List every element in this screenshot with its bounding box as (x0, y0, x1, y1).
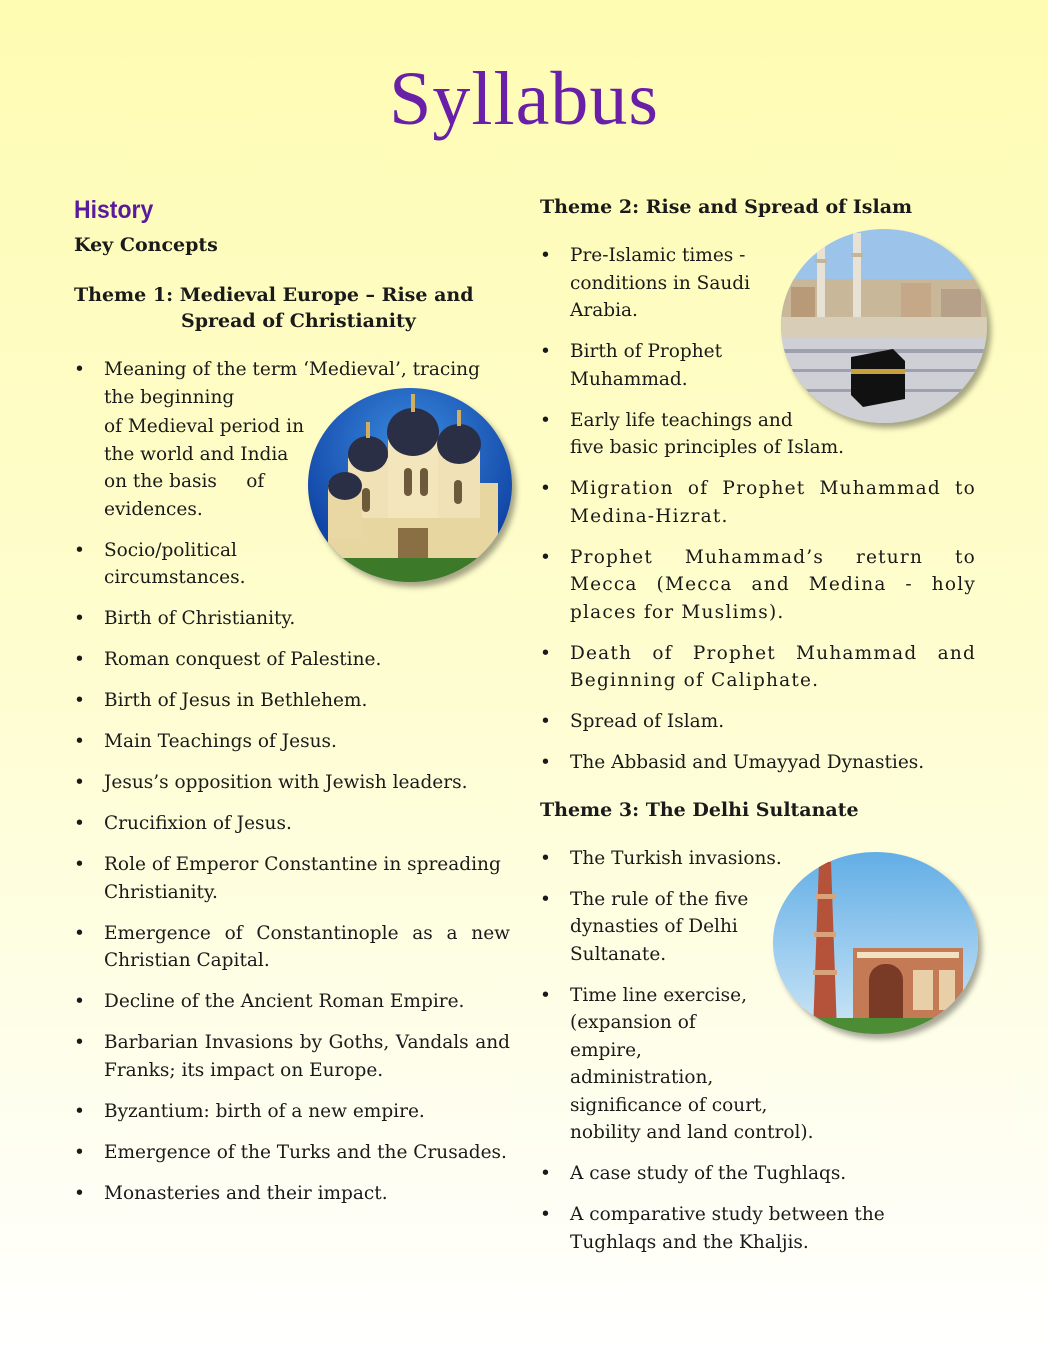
theme2-title: Theme 2: Rise and Spread of Islam (540, 196, 913, 218)
qutub-minar-photo (773, 852, 978, 1034)
list-item: • Emergence of the Turks and the Crusades. (74, 1139, 510, 1167)
list-item: • Monasteries and their impact. (74, 1180, 510, 1208)
list-item: • Pre-Islamic times - conditions in Saudi Arabia. (540, 242, 976, 325)
list-item: • Spread of Islam. (540, 708, 976, 736)
section-heading-history: History (74, 196, 154, 224)
list-item: • Decline of the Ancient Roman Empire. (74, 988, 510, 1016)
list-item: • Meaning of the term ‘Medieval’, tracing the beginning of Medieval period in the world and India on the basis of evidences. (74, 356, 510, 523)
list-item: • Time line exercise, (expansion of empire, administration, significance of court, nobility and land control). (540, 982, 976, 1147)
list-item: • Byzantium: birth of a new empire. (74, 1098, 510, 1126)
list-item: • Migration of Prophet Muhammad to Medina-Hizrat. (540, 475, 976, 530)
list-item: • Death of Prophet Muhammad and Beginning of Caliphate. (540, 640, 976, 695)
list-item: • Jesus’s opposition with Jewish leaders. (74, 769, 510, 797)
list-item: • The rule of the five dynasties of Delhi Sultanate. (540, 886, 976, 969)
list-item: • Role of Emperor Constantine in spreading Christianity. (74, 851, 510, 906)
list-item: • Birth of Christianity. (74, 605, 510, 633)
theme1-title-line1: Theme 1: Medieval Europe – Rise and (74, 284, 474, 306)
list-item: • Prophet Muhammad’s return to Mecca (Mecca and Medina - holy places for Muslims). (540, 544, 976, 627)
cathedral-photo (308, 388, 512, 582)
subsection-heading-key-concepts: Key Concepts (74, 234, 218, 256)
list-item: • Birth of Jesus in Bethlehem. (74, 687, 510, 715)
list-item: • Socio/political circumstances. (74, 537, 510, 592)
list-item: • A case study of the Tughlaqs. (540, 1160, 976, 1188)
list-item: • Barbarian Invasions by Goths, Vandals and Franks; its impact on Europe. (74, 1029, 510, 1084)
page-title: Syllabus (389, 57, 659, 141)
theme3-title: Theme 3: The Delhi Sultanate (540, 798, 859, 821)
mecca-photo (781, 229, 987, 423)
theme1-title-line2: Spread of Christianity (181, 310, 416, 332)
list-item: • The Turkish invasions. (540, 845, 976, 873)
list-item: • Birth of Prophet Muhammad. (540, 338, 976, 393)
list-item: • A comparative study between the Tughlaqs and the Khaljis. (540, 1201, 976, 1256)
list-item: • Early life teachings and five basic principles of Islam. (540, 407, 976, 462)
list-item: • Crucifixion of Jesus. (74, 810, 510, 838)
list-item: • The Abbasid and Umayyad Dynasties. (540, 749, 976, 777)
list-item: • Emergence of Constantinople as a new Christian Capital. (74, 920, 510, 975)
list-item: • Main Teachings of Jesus. (74, 728, 510, 756)
list-item: • Roman conquest of Palestine. (74, 646, 510, 674)
theme1-title (74, 282, 510, 334)
